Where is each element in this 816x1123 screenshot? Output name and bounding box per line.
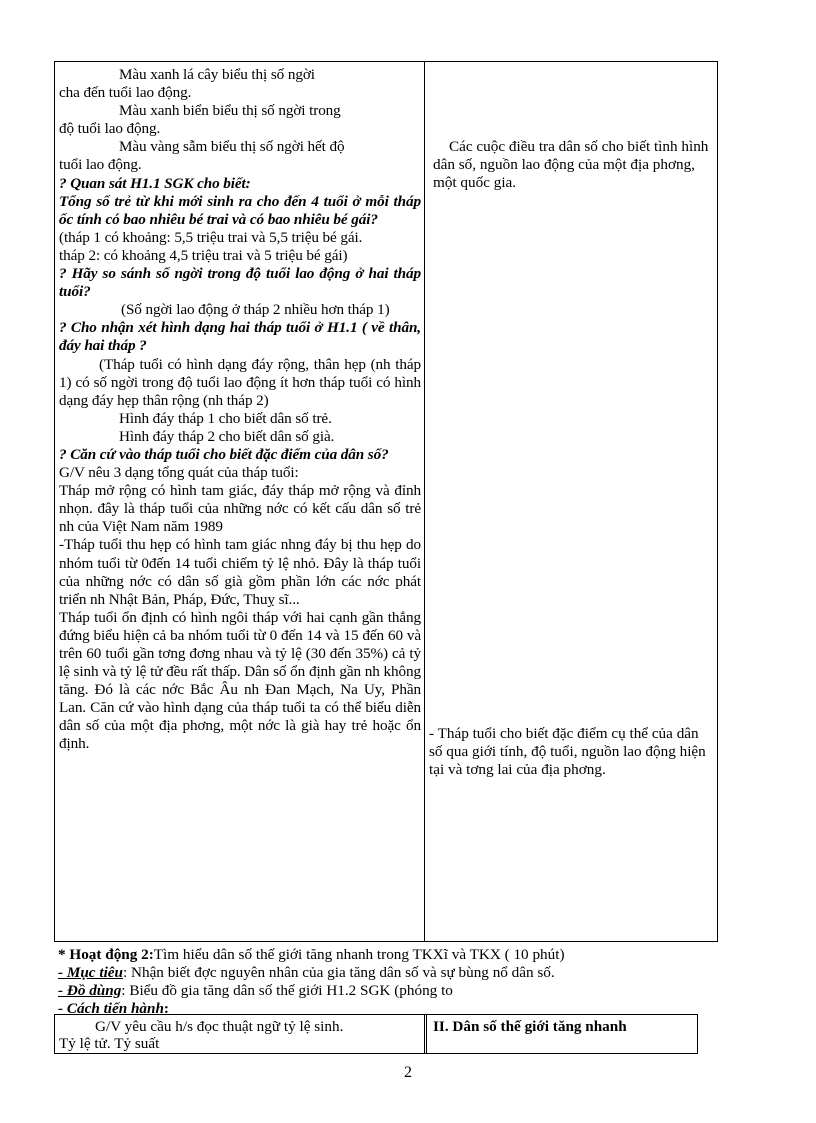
page-number: 2 xyxy=(404,1064,412,1081)
main-table xyxy=(54,61,718,942)
second-table-line-2: Tỷ lệ tử. Tỷ suất xyxy=(59,1035,160,1052)
activity-goal xyxy=(58,964,738,982)
method-colon: : xyxy=(163,1000,169,1018)
second-table-left-cell xyxy=(59,1018,419,1052)
goal-text: : Nhận biết đợc nguyên nhân của gia tăng dân số và sự bùng nổ dân số. xyxy=(122,964,555,982)
left-paragraph: Màu vàng sẫm biểu thị số ngời hết độ xyxy=(119,138,345,156)
left-paragraph: (Số ngời lao động ở tháp 2 nhiều hơn tháp 1) xyxy=(121,301,390,319)
left-paragraph: -Tháp tuổi thu hẹp có hình tam giác nhng đáy bị thu hẹp do nhóm tuổi từ 0đến 14 tuổi chiếm tỷ lệ nhỏ. Đây là tháp tuổi của những nớc có dân số già gồm phần lớn các nớc phát triển nh Nhật Bản, Pháp, Đức, Thuỵ sĩ... xyxy=(59,536,421,608)
goal-label: - Mục tiêu xyxy=(58,964,123,982)
left-paragraph: tháp 2: có khoảng 4,5 triệu trai và 5 triệu bé gái) xyxy=(59,246,348,264)
right-column-note-2 xyxy=(429,725,713,779)
left-paragraph: Tổng số trẻ từ khi mới sinh ra cho đến 4 tuổi ở mỗi tháp ốc tính có bao nhiêu bé trai và có bao nhiêu bé gái? xyxy=(59,192,421,228)
left-paragraph: tuổi lao động. xyxy=(59,156,142,174)
second-table xyxy=(54,1014,698,1054)
right-column-note-1 xyxy=(433,138,713,192)
pyramid-note: - Tháp tuổi cho biết đặc điểm cụ thể của dân số qua giới tính, độ tuổi, nguồn lao động hiện tại và tơng lai của địa phơng. xyxy=(429,725,706,779)
left-paragraph: ? Quan sát H1.1 SGK cho biết: xyxy=(59,174,251,192)
activity-title: Tìm hiểu dân số thế giới tăng nhanh trong TKXĩ và TKX ( 10 phút) xyxy=(153,946,565,963)
left-paragraph: (tháp 1 có khoảng: 5,5 triệu trai và 5,5 triệu bé gái. xyxy=(59,228,363,246)
left-paragraph: Màu xanh biển biểu thị số ngời trong xyxy=(119,102,341,120)
left-paragraph: Tháp tuổi ổn định có hình ngôi tháp với hai cạnh gần thẳng đứng biểu hiện cả ba nhóm tuổi từ 0 đến 14 và 15 đến 60 và trên 60 tuổi gần tơng đơng nhau và tỷ lệ (30 đến 35%) cả tỷ lệ sinh và tỷ lệ tử đều rất thấp. Dân số ổn định gần nh không tăng. Đó là các nớc Bắc Âu nh Đan Mạch, Na Uy, Phần Lan. Căn cứ vào hình dạng của tháp tuổi ta có thể biểu diễn dân số của một địa phơng, một nớc là già hay trẻ hoặc ổn định. xyxy=(59,608,421,753)
activity-heading xyxy=(58,946,738,964)
left-paragraph: (Tháp tuổi có hình dạng đáy rộng, thân hẹp (nh tháp 1) có số ngời trong độ tuổi lao động ít hơn tháp tuổi có hình dạng đáy hẹp thân rộng (nh tháp 2) xyxy=(59,355,421,409)
left-paragraph: Tháp mở rộng có hình tam giác, đáy tháp mở rộng và đỉnh nhọn. đây là tháp tuổi của những nớc có kết cấu dân số trẻ nh của Việt Nam năm 1989 xyxy=(59,482,421,536)
left-paragraph: độ tuổi lao động. xyxy=(59,120,161,138)
second-table-line-1: G/V yêu cầu h/s đọc thuật ngữ tỷ lệ sinh. xyxy=(95,1018,344,1035)
activity-label: * Hoạt động 2: xyxy=(58,946,154,963)
column-divider xyxy=(424,62,425,941)
left-paragraph: Màu xanh lá cây biểu thị số ngời xyxy=(119,66,315,83)
method-label: - Cách tiến hành xyxy=(58,1000,164,1018)
left-paragraph: Hình đáy tháp 2 cho biết dân số già. xyxy=(119,427,335,445)
activity-tools xyxy=(58,982,738,1000)
left-column xyxy=(59,66,421,754)
activity-section xyxy=(58,946,738,1018)
left-paragraph: ? Hãy so sánh số ngời trong độ tuổi lao động ở hai tháp tuổi? xyxy=(59,265,421,301)
section-heading: II. Dân số thế giới tăng nhanh xyxy=(433,1018,627,1035)
left-paragraph: ? Cho nhận xét hình dạng hai tháp tuổi ở H1.1 ( về thân, đáy hai tháp ? xyxy=(59,319,421,355)
second-table-divider xyxy=(424,1015,427,1053)
census-note: Các cuộc điều tra dân số cho biết tình hình dân số, nguồn lao động của một địa phơng, một quốc gia. xyxy=(433,138,709,192)
left-paragraph: ? Căn cứ vào tháp tuổi cho biết đặc điểm của dân số? xyxy=(59,445,389,463)
tools-label: - Đồ dùng xyxy=(58,982,122,1000)
left-paragraph: G/V nêu 3 dạng tổng quát của tháp tuổi: xyxy=(59,464,299,482)
left-paragraph: Hình đáy tháp 1 cho biết dân số trẻ. xyxy=(119,409,332,427)
left-paragraph: cha đến tuổi lao động. xyxy=(59,84,192,102)
tools-text: : Biểu đồ gia tăng dân số thế giới H1.2 SGK (phóng to xyxy=(121,982,453,1000)
